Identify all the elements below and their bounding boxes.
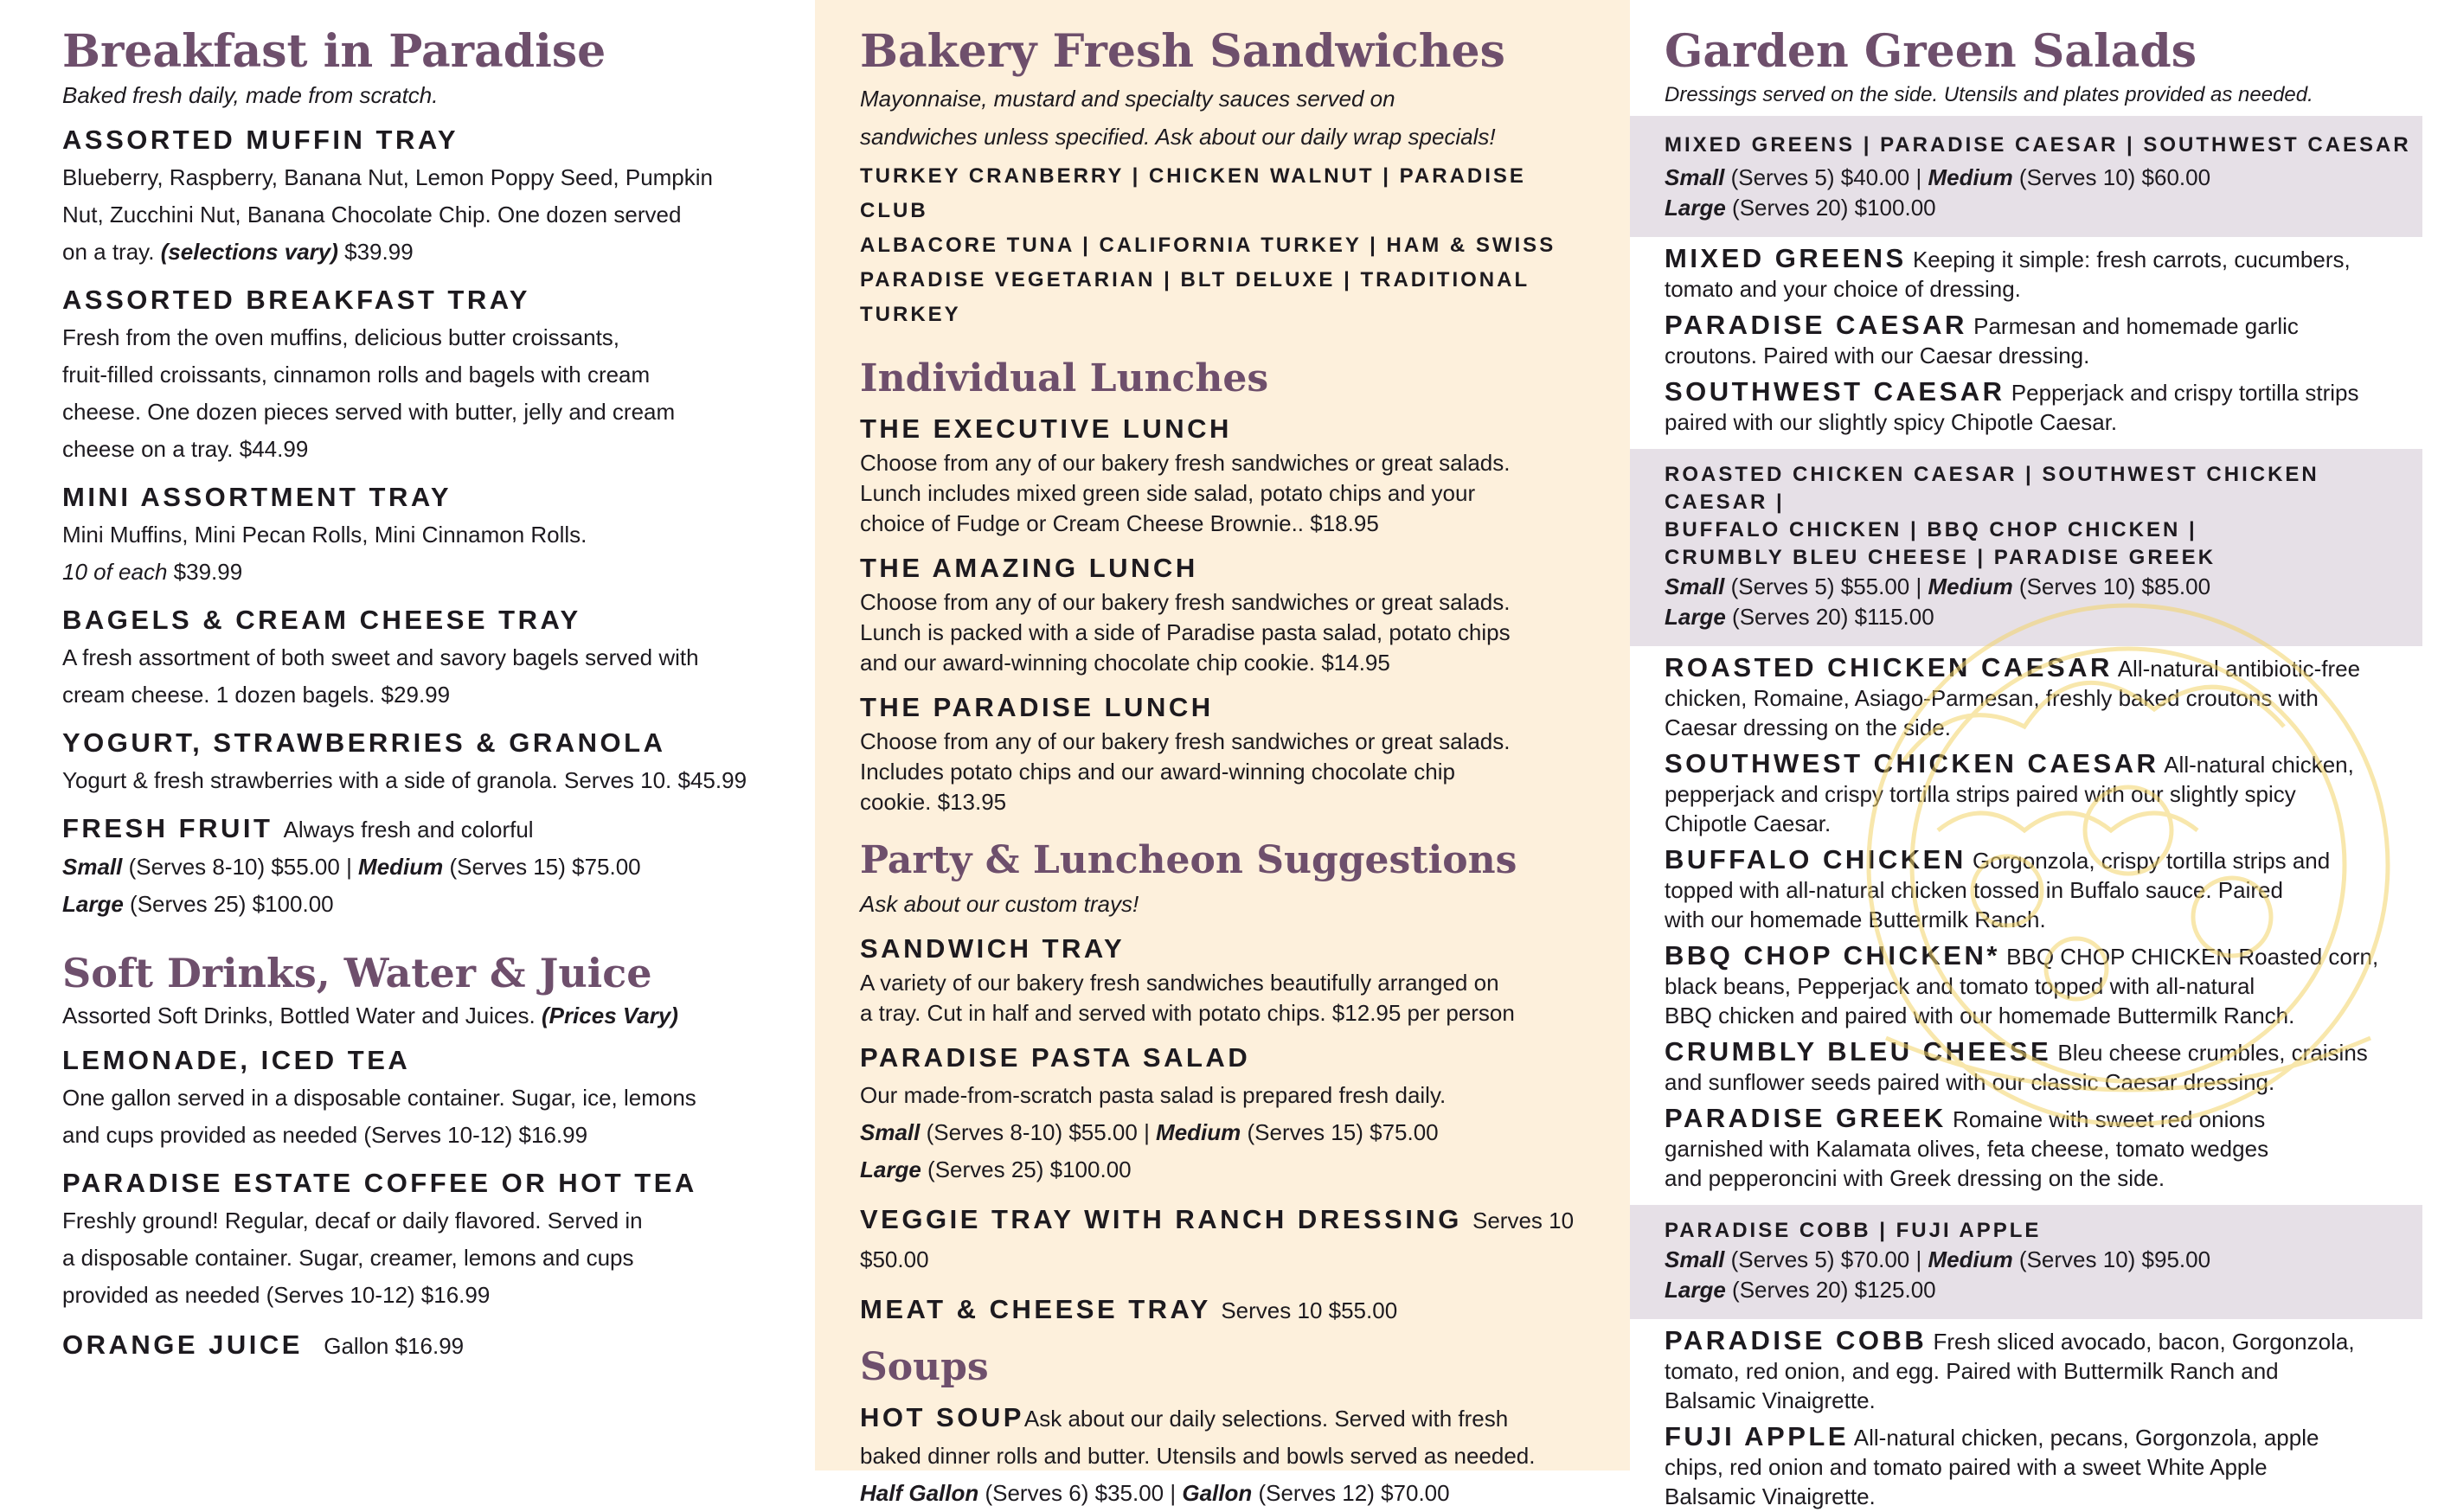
item-desc: choice of Fudge or Cream Cheese Brownie.. $18.95: [860, 510, 1379, 536]
item-desc: Lunch includes mixed green side salad, potato chips and your: [860, 480, 1476, 506]
orange-juice: ORANGE JUICE Gallon $16.99: [62, 1329, 465, 1360]
menu-item: SOUTHWEST CAESAR Pepperjack and crispy tortilla strips paired with our slightly spicy Chipotle Caesar.: [1665, 376, 2359, 435]
menu-item: BUFFALO CHICKEN Gorgonzola, crispy tortilla strips and topped with all-natural chicken tossed in Buffalo sauce. Paired with our homemade Buttermilk Ranch.: [1665, 844, 2331, 932]
item-desc: on a tray. (selections vary) $39.99: [62, 239, 414, 265]
salad-list: CRUMBLY BLEU CHEESE | PARADISE GREEK: [1665, 546, 2216, 569]
menu-item: [860, 689, 1595, 817]
sandwiches-subtitle: sandwiches unless specified. Ask about our daily wrap specials!: [860, 124, 1496, 150]
menu-item: PARADISE GREEK Romaine with sweet red onions garnished with Kalamata olives, feta cheese, tomato wedges and pepperoncini with Greek dressing on the side.: [1665, 1103, 2269, 1191]
item-name: PARADISE PASTA SALAD: [860, 1042, 1251, 1073]
size-prices: Small (Serves 8-10) $55.00 | Medium (Serves 15) $75.00: [62, 854, 641, 880]
item-desc: 10 of each $39.99: [62, 559, 243, 585]
item-desc: Lunch is packed with a side of Paradise pasta salad, potato chips: [860, 619, 1511, 645]
item-name: THE EXECUTIVE LUNCH: [860, 413, 1232, 444]
size-prices: Small (Serves 5) $40.00 | Medium (Serves 10) $60.00: [1665, 164, 2211, 190]
salads-header: [1630, 24, 2422, 111]
menu-item: [62, 601, 780, 714]
party-subtitle: Ask about our custom trays!: [860, 891, 1139, 917]
item-desc: cream cheese. 1 dozen bagels. $29.99: [62, 682, 451, 708]
meat-cheese-tray: MEAT & CHEESE TRAY Serves 10 $55.00: [860, 1294, 1398, 1324]
size-prices: Half Gallon (Serves 6) $35.00 | Gallon (Serves 12) $70.00: [860, 1480, 1450, 1506]
item-name: FRESH FRUIT Always fresh and colorful: [62, 813, 534, 843]
drinks-title: Soft Drinks, Water & Juice: [62, 950, 652, 996]
size-prices: Large (Serves 20) $115.00: [1665, 604, 1934, 630]
veggie-tray: VEGGIE TRAY WITH RANCH DRESSING Serves 10 $50.00: [860, 1204, 1575, 1272]
size-prices: Large (Serves 25) $100.00: [860, 1156, 1132, 1182]
menu-item: [62, 1041, 780, 1154]
item-desc: cheese. One dozen pieces served with butter, jelly and cream: [62, 399, 676, 425]
menu-item: [62, 478, 780, 591]
item-desc: Fresh from the oven muffins, delicious butter croissants,: [62, 324, 620, 350]
item-desc: A fresh assortment of both sweet and savory bagels served with: [62, 644, 699, 670]
sandwiches-title: Bakery Fresh Sandwiches: [860, 25, 1505, 78]
item-desc: fruit-filled croissants, cinnamon rolls and bagels with cream: [62, 362, 651, 388]
salads-subtitle: Dressings served on the side. Utensils and plates provided as needed.: [1665, 83, 2313, 106]
item-name: SANDWICH TRAY: [860, 933, 1126, 964]
sandwiches-column: [815, 0, 1630, 1506]
price-band: [1630, 449, 2422, 646]
item-name: BAGELS & CREAM CHEESE TRAY: [62, 605, 581, 635]
item-desc: and our award-winning chocolate chip cookie. $14.95: [860, 650, 1390, 676]
price-band: [1630, 1205, 2422, 1319]
sandwich-list: ALBACORE TUNA | CALIFORNIA TURKEY | HAM & SWISS: [860, 234, 1556, 257]
salad-group: [1630, 244, 2422, 437]
salad-group: [1630, 1326, 2422, 1511]
item-desc: cookie. $13.95: [860, 789, 1007, 815]
item-name: LEMONADE, ICED TEA: [62, 1045, 411, 1075]
item-desc: One gallon served in a disposable container. Sugar, ice, lemons: [62, 1085, 696, 1111]
menu-item: [62, 1164, 780, 1314]
size-prices: Small (Serves 5) $70.00 | Medium (Serves 10) $95.00: [1665, 1246, 2211, 1272]
item-desc: Choose from any of our bakery fresh sandwiches or great salads.: [860, 450, 1511, 476]
item-desc: Blueberry, Raspberry, Banana Nut, Lemon Poppy Seed, Pumpkin: [62, 164, 714, 190]
item-desc: and cups provided as needed (Serves 10-12) $16.99: [62, 1122, 588, 1148]
item-desc: Includes potato chips and our award-winning chocolate chip: [860, 759, 1455, 785]
menu-item: [860, 1039, 1595, 1188]
drinks-subtitle: Assorted Soft Drinks, Bottled Water and Juices. (Prices Vary): [62, 1003, 678, 1028]
item-name: ASSORTED MUFFIN TRAY: [62, 125, 459, 155]
item-desc: baked dinner rolls and butter. Utensils and bowls served as needed.: [860, 1443, 1536, 1469]
party-title: Party & Luncheon Suggestions: [860, 838, 1517, 882]
menu-item: [860, 930, 1595, 1028]
salad-list: BUFFALO CHICKEN | BBQ CHOP CHICKEN |: [1665, 518, 2197, 541]
item-name: YOGURT, STRAWBERRIES & GRANOLA: [62, 727, 666, 758]
item-desc: Choose from any of our bakery fresh sandwiches or great salads.: [860, 728, 1511, 754]
size-prices: Small (Serves 5) $55.00 | Medium (Serves 10) $85.00: [1665, 573, 2211, 599]
size-prices: Small (Serves 8-10) $55.00 | Medium (Serves 15) $75.00: [860, 1119, 1439, 1145]
menu-item: BBQ CHOP CHICKEN* BBQ CHOP CHICKEN Roasted corn, black beans, Pepperjack and tomato topped with all-natural BBQ chicken and paired with our homemade Buttermilk Ranch.: [1665, 940, 2379, 1028]
price-band: [1630, 116, 2422, 237]
lunches-title: Individual Lunches: [860, 356, 1269, 400]
salad-list: ROASTED CHICKEN CAESAR | SOUTHWEST CHICKEN CAESAR |: [1665, 463, 2319, 514]
item-desc: Mini Muffins, Mini Pecan Rolls, Mini Cinnamon Rolls.: [62, 522, 587, 548]
breakfast-column: [0, 0, 815, 1470]
item-desc: A variety of our bakery fresh sandwiches beautifully arranged on: [860, 970, 1499, 996]
item-name: MINI ASSORTMENT TRAY: [62, 482, 452, 512]
menu-item: [62, 724, 780, 799]
item-name: HOT SOUPAsk about our daily selections. Served with fresh: [860, 1402, 1509, 1432]
item-desc: Our made-from-scratch pasta salad is prepared fresh daily.: [860, 1082, 1447, 1108]
menu-item: MIXED GREENS Keeping it simple: fresh carrots, cucumbers, tomato and your choice of dressing.: [1665, 243, 2351, 302]
salad-list: MIXED GREENS | PARADISE CAESAR | SOUTHWEST CAESAR: [1665, 133, 2411, 157]
menu-item: [62, 121, 780, 271]
menu-item: PARADISE COBB Fresh sliced avocado, bacon, Gorgonzola, tomato, red onion, and egg. Paired with Buttermilk Ranch and Balsamic Vinaigrette.: [1665, 1325, 2355, 1413]
item-name: PARADISE ESTATE COFFEE OR HOT TEA: [62, 1168, 697, 1198]
sandwich-list: PARADISE VEGETARIAN | BLT DELUXE | TRADITIONAL TURKEY: [860, 268, 1530, 326]
item-name: ASSORTED BREAKFAST TRAY: [62, 285, 530, 315]
menu-item: ROASTED CHICKEN CAESAR All-natural antibiotic-free chicken, Romaine, Asiago-Parmesan, freshly baked croutons with Caesar dressing on the side.: [1665, 652, 2361, 740]
salads-title: Garden Green Salads: [1665, 25, 2197, 78]
item-desc: cheese on a tray. $44.99: [62, 436, 309, 462]
size-prices: Large (Serves 20) $100.00: [1665, 195, 1936, 221]
salad-list: PARADISE COBB | FUJI APPLE: [1665, 1219, 2042, 1242]
item-desc: Choose from any of our bakery fresh sandwiches or great salads.: [860, 589, 1511, 615]
sandwiches-subtitle: Mayonnaise, mustard and specialty sauces served on: [860, 86, 1395, 112]
menu-item: [860, 549, 1595, 678]
item-desc: Yogurt & fresh strawberries with a side of granola. Serves 10. $45.99: [62, 767, 747, 793]
menu-item-fresh-fruit: [62, 810, 780, 923]
size-prices: Large (Serves 20) $125.00: [1665, 1277, 1936, 1303]
soups-title: Soups: [860, 1345, 989, 1389]
item-desc: Freshly ground! Regular, decaf or daily flavored. Served in: [62, 1208, 643, 1233]
menu-item: [860, 410, 1595, 539]
salads-column: [1630, 0, 2422, 1509]
menu-item: [62, 281, 780, 468]
item-desc: provided as needed (Serves 10-12) $16.99: [62, 1282, 491, 1308]
item-name: THE PARADISE LUNCH: [860, 692, 1214, 722]
menu-item: [860, 1399, 1595, 1512]
item-name: THE AMAZING LUNCH: [860, 553, 1198, 583]
menu-item: FUJI APPLE All-natural chicken, pecans, Gorgonzola, apple chips, red onion and tomato paired with a sweet White Apple Balsamic Vinaigrette.: [1665, 1421, 2319, 1509]
breakfast-title: Breakfast in Paradise: [62, 25, 606, 78]
menu-item: CRUMBLY BLEU CHEESE Bleu cheese crumbles, craisins and sunflower seeds paired with our classic Caesar dressing.: [1665, 1036, 2368, 1095]
salad-group: [1630, 653, 2422, 1193]
item-desc: a tray. Cut in half and served with potato chips. $12.95 per person: [860, 1000, 1515, 1026]
size-prices: Large (Serves 25) $100.00: [62, 891, 334, 917]
menu-item: PARADISE CAESAR Parmesan and homemade garlic croutons. Paired with our Caesar dressing.: [1665, 310, 2299, 368]
item-desc: Nut, Zucchini Nut, Banana Chocolate Chip. One dozen served: [62, 202, 682, 227]
breakfast-subtitle: Baked fresh daily, made from scratch.: [62, 82, 439, 108]
sandwich-list: TURKEY CRANBERRY | CHICKEN WALNUT | PARADISE CLUB: [860, 164, 1526, 222]
item-desc: a disposable container. Sugar, creamer, lemons and cups: [62, 1245, 634, 1271]
menu-item: SOUTHWEST CHICKEN CAESAR All-natural chicken, pepperjack and crispy tortilla strips paired with our slightly spicy Chipotle Caesar.: [1665, 748, 2354, 836]
